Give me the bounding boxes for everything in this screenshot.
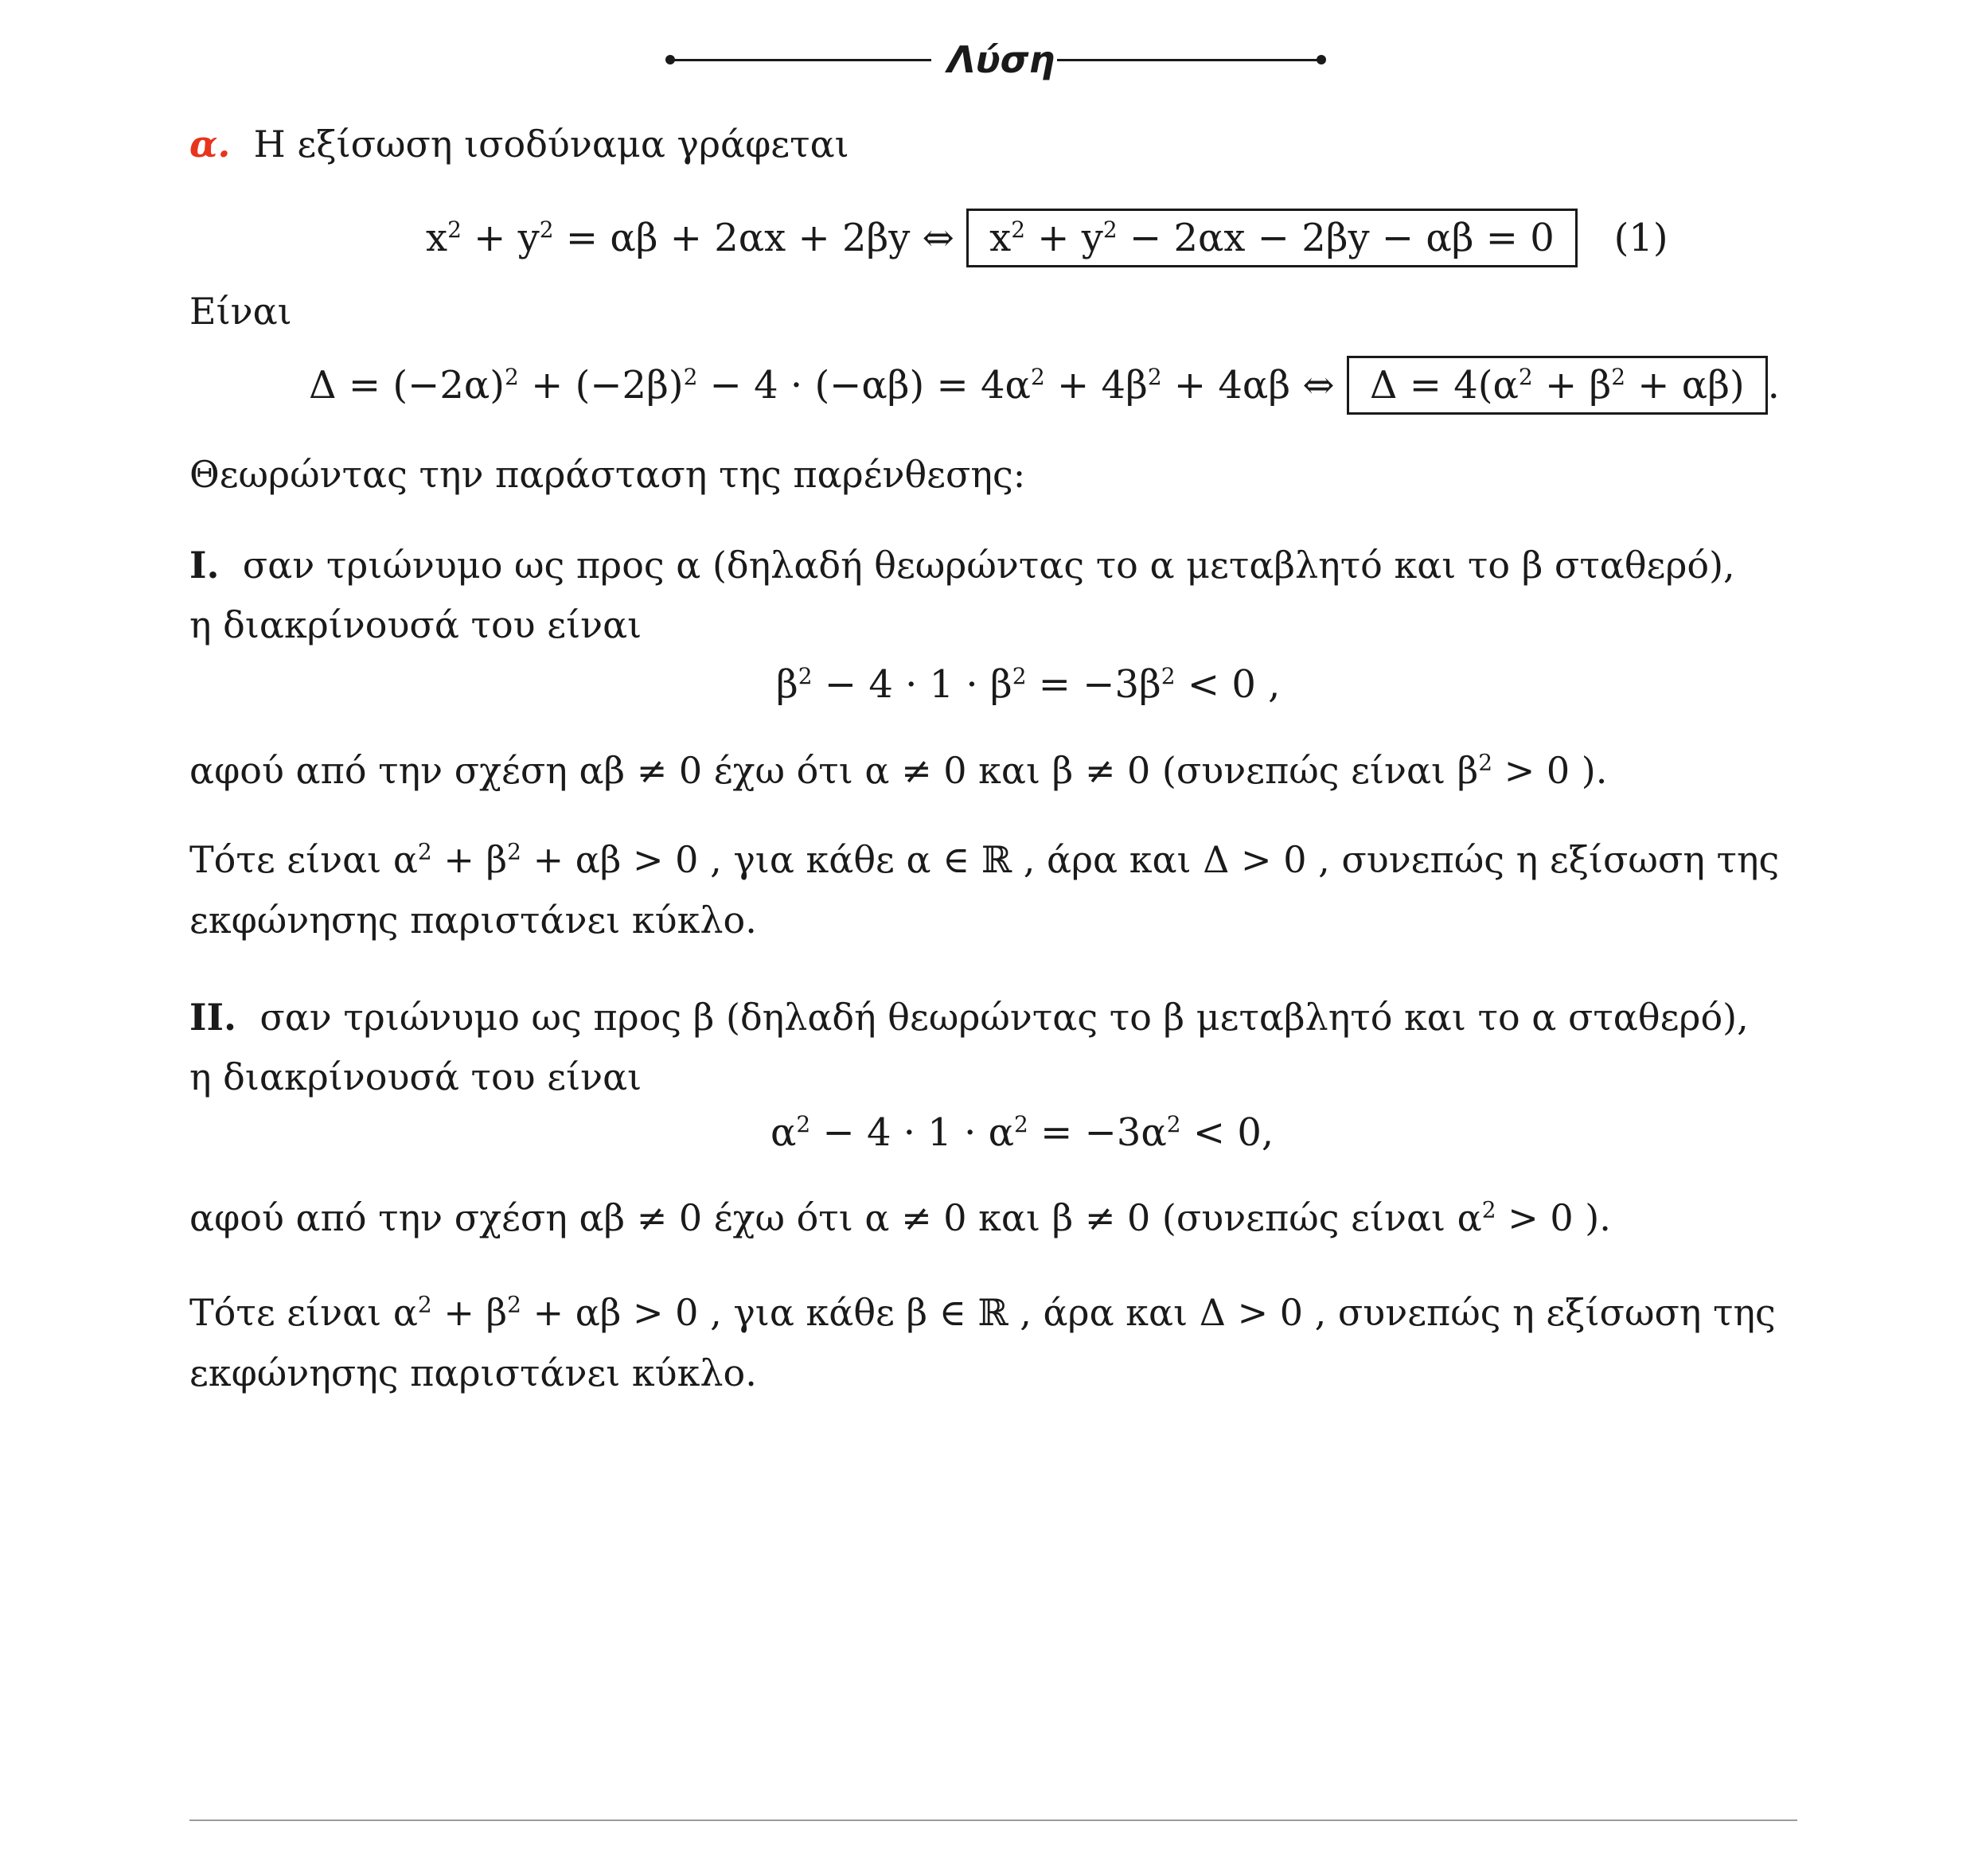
case2-eq-c: = −3α	[1028, 1110, 1167, 1155]
case1-reason	[189, 748, 1607, 793]
case2-concl-c: + αβ > 0 , για κάθε β ∈ ℝ , άρα και Δ > 0 , συνεπώς η εξίσωση της	[521, 1291, 1776, 1334]
theorontas-text: Θεωρώντας την παράσταση της παρένθεσης:	[189, 453, 1026, 496]
case1-eq-a: β	[776, 662, 798, 707]
equation-discriminant	[309, 356, 1780, 415]
case2-eq-d: < 0,	[1180, 1110, 1274, 1155]
eq1-box-y: y	[1081, 216, 1103, 260]
case1-eq-b: − 4 · 1 · β	[812, 662, 1012, 707]
case2-eq-b: − 4 · 1 · α	[810, 1110, 1015, 1155]
case1-eq-d: < 0 ,	[1175, 662, 1281, 707]
eq1-exp: 2	[1102, 216, 1118, 243]
case1-marker: Ι.	[189, 544, 220, 587]
case1-equation	[776, 661, 1280, 708]
case1-line1-text: σαν τριώνυμο ως προς α (δηλαδή θεωρώντας το α μεταβλητό και το β σταθερό),	[242, 544, 1735, 587]
case1-exp: 2	[507, 838, 521, 865]
case2-line1-text: σαν τριώνυμο ως προς β (δηλαδή θεωρώντας το β μεταβλητό και το α σταθερό),	[259, 996, 1749, 1039]
case1-conclusion-line2: εκφώνησης παριστάνει κύκλο.	[189, 899, 757, 942]
case1-reason-b: > 0 ).	[1492, 749, 1608, 792]
case2-reason-a: αφού από την σχέση αβ ≠ 0 έχω ότι α ≠ 0 και β ≠ 0 (συνεπώς είναι α	[189, 1196, 1482, 1239]
heading-title: Λύση	[947, 38, 1055, 81]
eq1-exp: 2	[447, 216, 462, 243]
eq2-boxed-result	[1347, 356, 1768, 415]
eq1-boxed-result: $x^2 + y^2 - 2\alpha x - 2\beta y - \alpha\beta = 0$	[966, 209, 1578, 267]
solution-heading	[0, 32, 1974, 88]
case2-line1	[189, 995, 1749, 1039]
eq2-part5: + 4αβ ⇔	[1161, 363, 1347, 408]
eq1-label: (1)	[1613, 216, 1668, 260]
footer-rule	[189, 1819, 1797, 1821]
eq2-part4: + 4β	[1044, 363, 1148, 408]
case1-exp: 2	[1161, 663, 1176, 689]
eq2-exp: 2	[505, 364, 519, 390]
case1-line2: η διακρίνουσά του είναι	[189, 603, 642, 646]
eq1-exp: 2	[1011, 216, 1026, 243]
case1-concl-a: Τότε είναι α	[189, 838, 418, 881]
case2-exp: 2	[796, 1111, 811, 1137]
eq1-lhs-rest: = αβ + 2αx + 2βy ⇔	[553, 216, 967, 260]
case1-exp: 2	[1012, 663, 1027, 689]
eq2-exp: 2	[1518, 364, 1533, 390]
eq1-lhs-x: x	[426, 216, 448, 260]
case2-exp: 2	[507, 1291, 521, 1318]
case1-exp: 2	[798, 663, 813, 689]
eq1-box-rest: − 2αx − 2βy − αβ = 0	[1117, 216, 1555, 260]
eq2-exp: 2	[1030, 364, 1045, 390]
case2-exp: 2	[1481, 1196, 1496, 1223]
case1-eq-c: = −3β	[1026, 662, 1161, 707]
case2-reason	[189, 1195, 1611, 1240]
part-a-intro-text: Η εξίσωση ισοδύναμα γράφεται	[253, 123, 849, 166]
case2-eq-a: α	[770, 1110, 797, 1155]
case1-concl-b: + β	[431, 838, 508, 881]
heading-rule-right	[1057, 59, 1320, 61]
eq2-part2: + (−2β)	[518, 363, 684, 408]
eq2-period: .	[1767, 363, 1780, 408]
case1-concl-c: + αβ > 0 , για κάθε α ∈ ℝ , άρα και Δ > 0 , συνεπώς η εξίσωση της	[521, 838, 1780, 881]
eq2-part1: Δ = (−2α)	[309, 363, 505, 408]
case2-marker: ΙΙ.	[189, 996, 237, 1039]
case2-line2: η διακρίνουσά του είναι	[189, 1055, 642, 1098]
case2-exp: 2	[1014, 1111, 1028, 1137]
part-a-intro	[189, 122, 849, 166]
eq1-exp: 2	[539, 216, 554, 243]
case2-exp: 2	[1166, 1111, 1181, 1137]
heading-rule-left	[669, 59, 931, 61]
case2-conclusion	[189, 1290, 1776, 1335]
equation-1: $x^2 + y^2 = \alpha\beta + 2\alpha x + 2\beta y$ ⇔ $x^2 + y^2 - 2\alpha x - 2\beta y - \alpha\beta = 0$ (1)	[426, 209, 1668, 267]
case1-exp: 2	[1478, 749, 1493, 776]
case1-exp: 2	[417, 838, 432, 865]
heading-dot-right	[1317, 55, 1326, 64]
eq2-box1: Δ = 4(α	[1369, 363, 1519, 408]
eq2-box3: + αβ)	[1625, 363, 1745, 408]
eq2-exp: 2	[1147, 364, 1162, 390]
eq2-exp: 2	[683, 364, 698, 390]
case1-conclusion	[189, 837, 1779, 882]
case2-conclusion-line2: εκφώνησης παριστάνει κύκλο.	[189, 1351, 757, 1394]
case1-line1	[189, 543, 1735, 587]
eq1-box-x: x	[989, 216, 1012, 260]
case2-equation	[770, 1109, 1274, 1156]
eq2-box2: + β	[1532, 363, 1612, 408]
case1-reason-a: αφού από την σχέση αβ ≠ 0 έχω ότι α ≠ 0 και β ≠ 0 (συνεπώς είναι β	[189, 749, 1479, 792]
case2-exp: 2	[417, 1291, 432, 1318]
case2-reason-b: > 0 ).	[1496, 1196, 1611, 1239]
case2-concl-b: + β	[431, 1291, 508, 1334]
eq2-part3: − 4 · (−αβ) = 4α	[697, 363, 1031, 408]
eq1-lhs-y: y	[517, 216, 540, 260]
einai-text: Είναι	[189, 290, 292, 333]
part-a-marker: α.	[189, 123, 231, 166]
eq2-exp: 2	[1611, 364, 1626, 390]
case2-concl-a: Τότε είναι α	[189, 1291, 418, 1334]
